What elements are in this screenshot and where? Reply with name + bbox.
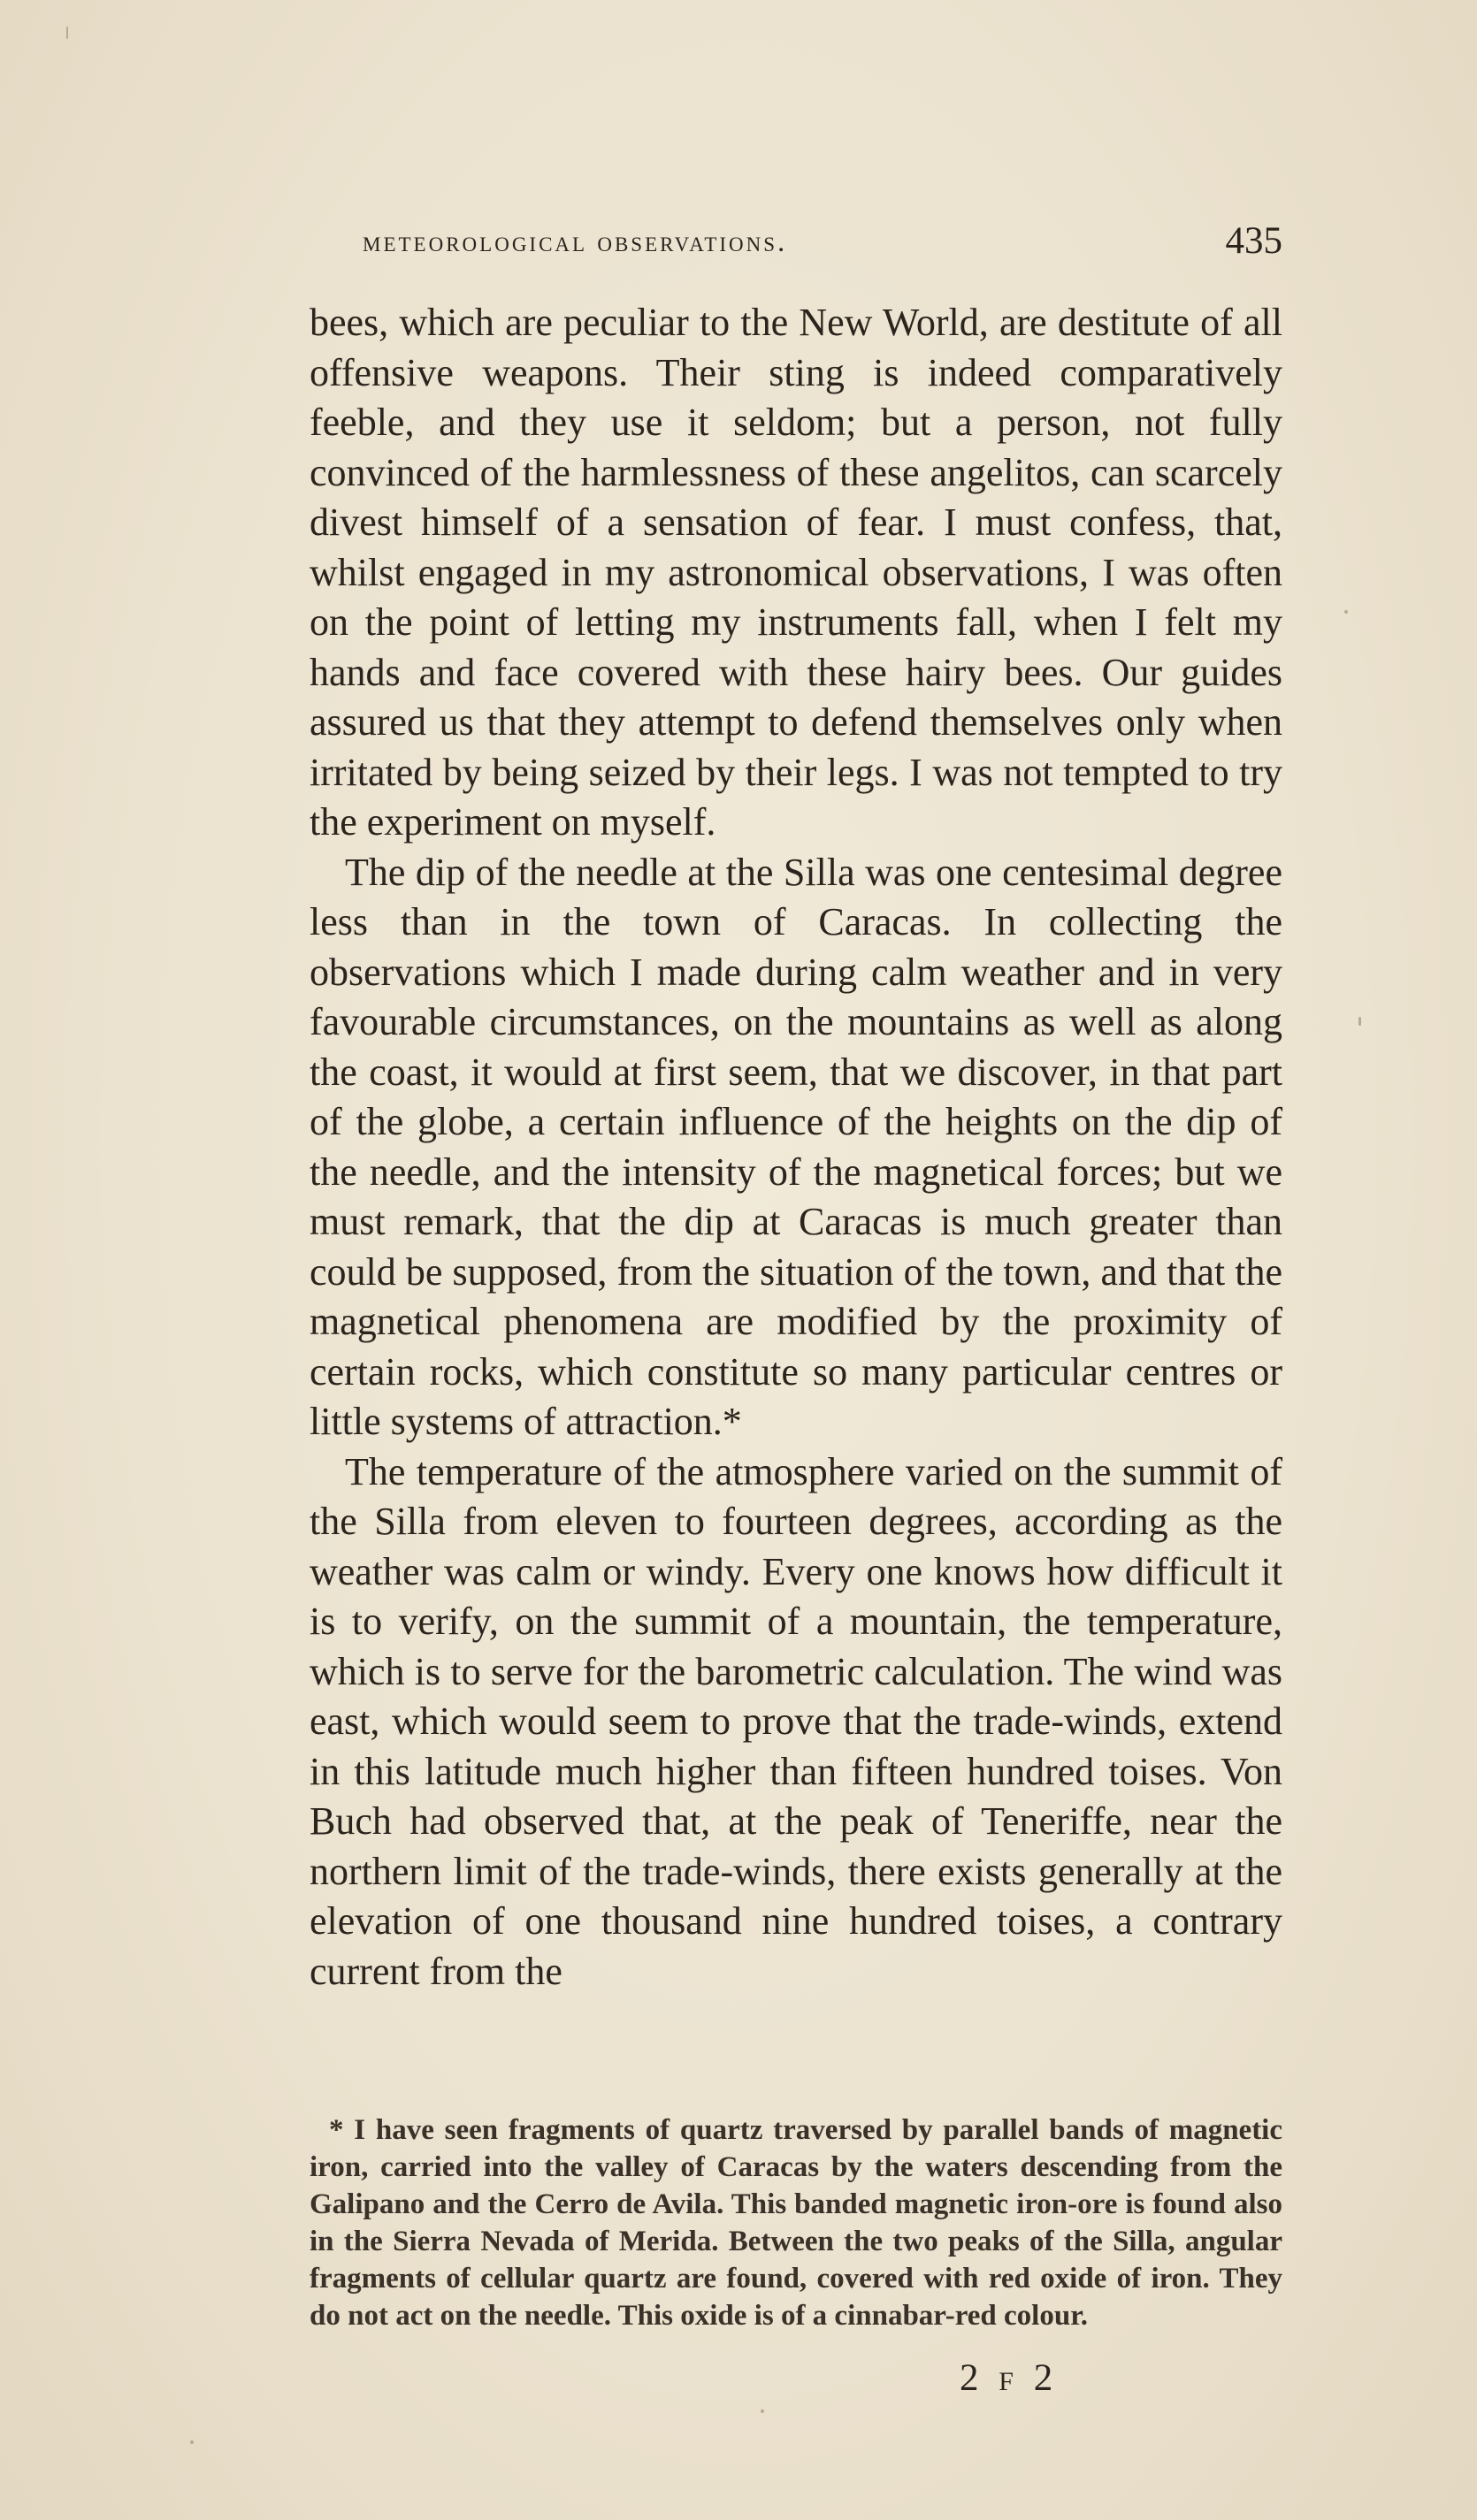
signature-mark [960,2356,1058,2400]
paper-speck [1358,1017,1361,1026]
page-header [310,219,1282,272]
paragraph: The dip of the needle at the Silla was one centesimal degree less than in the town of Caracas. In collecting the observations which I made during calm weather and in very favourable circumstances, on the mountains as well as along the coast, it would at first seem, that we discover, in that part of the globe, a certain influence of the heights on the dip of the needle, and the intensity of the magnetical forces; but we must remark, that the dip at Caracas is much greater than could be supposed, from the situation of the town, and that the magnetical phenomena are modified by the proximity of certain rocks, which constitute so many particular centres or little systems of attraction.* [310,850,1282,1443]
page-number: 435 [1225,220,1282,262]
footnote: * I have seen fragments of quartz traversed by parallel bands of magnetic iron, carried into the valley of Caracas by the waters descending from the Galipano and the Cerro de Avila. This banded magnetic iron-ore is found also in the Sierra Nevada of Merida. Between the two peaks of the Silla, angular fragments of cellular quartz are found, covered with red oxide of iron. They do not act on the needle. This oxide is of a cinnabar-red colour. [310,2114,1282,2332]
signature-mid: F [999,2367,1019,2396]
paper-speck [66,27,68,39]
paper-speck [1344,610,1348,614]
body-text [310,298,1282,1997]
signature-left: 2 [960,2357,984,2399]
paragraph: bees, which are peculiar to the New World, are destitute of all offensive weapons. Their sting is indeed comparatively feeble, and they use it seldom; but a person, not fully convinced of the harmlessness of these angelitos, can scarcely divest himself of a sensation of fear. I must confess, that, whilst engaged in my astronomical observations, I was often on the point of letting my instruments fall, when I felt my hands and face covered with these hairy bees. Our guides assured us that they attempt to defend themselves only when irritated by being seized by their legs. I was not tempted to try the experiment on myself. [310,301,1282,844]
signature-right: 2 [1033,2357,1059,2399]
paper-speck [190,2440,194,2444]
paragraph: The temperature of the atmosphere varied on the summit of the Silla from eleven to fourteen degrees, according as the weather was calm or windy. Every one knows how difficult it is to verify, on the summit of a mountain, the temperature, which is to serve for the barometric calculation. The wind was east, which would seem to prove that the trade-winds, extend in this latitude much higher than fifteen hundred toises. Von Buch had observed that, at the peak of Teneriffe, near the northern limit of the trade-winds, there exists generally at the elevation of one thousand nine hundred toises, a contrary current from the [310,1449,1282,1993]
footnote-block [310,2111,1282,2334]
running-head: meteorological observations. [363,226,788,258]
paper-speck [761,2409,764,2413]
